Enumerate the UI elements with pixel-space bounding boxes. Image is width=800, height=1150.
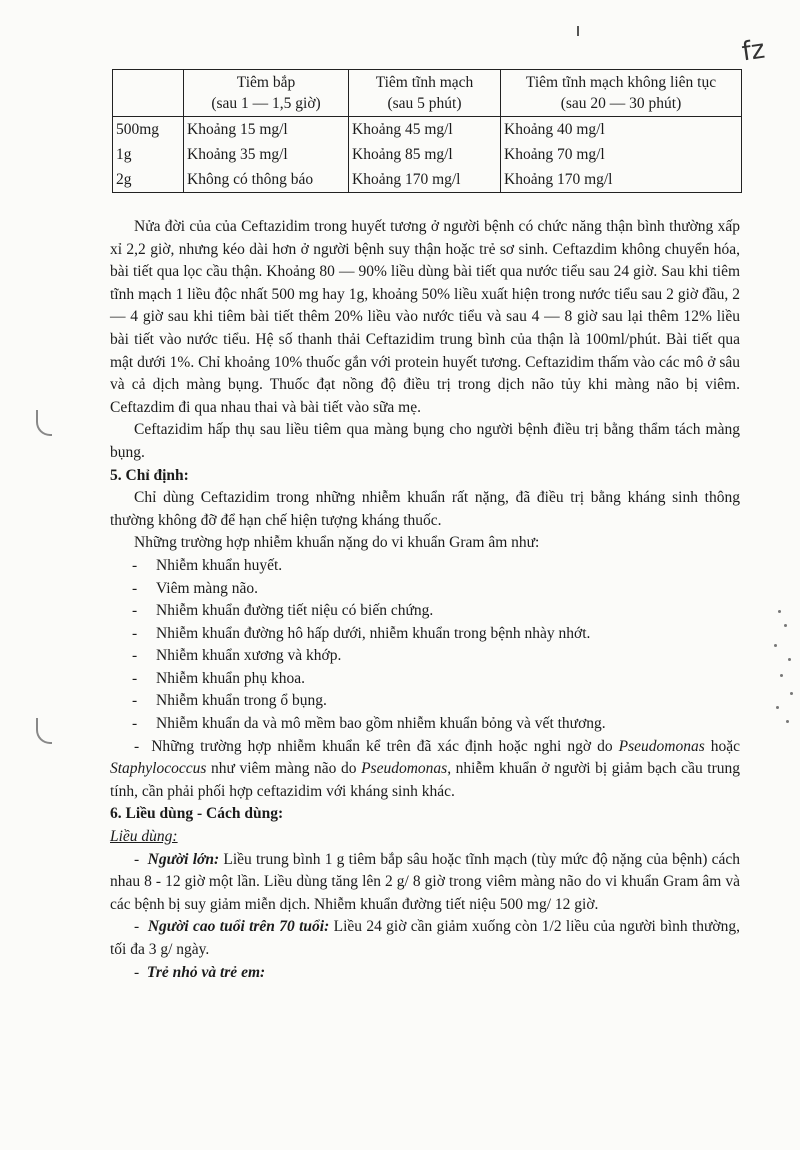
list-item: - Nhiễm khuẩn trong ổ bụng. xyxy=(132,692,327,710)
table-header-empty xyxy=(113,70,184,117)
table-cell: 2g xyxy=(113,167,184,193)
table-cell: Khoảng 45 mg/l xyxy=(349,117,501,143)
paragraph-list-intro: Những trường hợp nhiễm khuẩn nặng do vi khuẩn Gram âm như: xyxy=(134,534,540,552)
paragraph-peritoneal: Ceftazidim hấp thụ sau liều tiêm qua màng bụng cho người bệnh điều trị bằng thẩm tách màng bụng. xyxy=(110,421,740,461)
concentration-table xyxy=(112,69,742,193)
section-heading-dosage: 6. Liều dùng - Cách dùng: xyxy=(110,805,284,823)
edge-scan-marks xyxy=(770,600,796,730)
paragraph-elderly-dose: - Người cao tuổi trên 70 tuổi: Liều 24 giờ cần giảm xuống còn 1/2 liều của người bình thường, tối đa 3 g/ ngày. xyxy=(110,918,741,958)
list-item: - Nhiễm khuẩn huyết. xyxy=(132,556,283,574)
table-cell: Không có thông báo xyxy=(184,167,349,193)
table-cell: 1g xyxy=(113,142,184,167)
table-cell: Khoảng 170 mg/l xyxy=(349,167,501,193)
paragraph-pseudomonas-note: - Những trường hợp nhiễm khuẩn kể trên đã xác định hoặc nghi ngờ do Pseudomonas hoặc Staphylococcus như viêm màng não do Pseudomonas, nhiễm khuẩn ở người bị giảm bạch cầu trung tính, cần phải phối hợp ceftazidim với kháng sinh khác. xyxy=(110,737,741,800)
table-cell: 500mg xyxy=(113,117,184,143)
paragraph-adult-dose: - Người lớn: Liều trung bình 1 g tiêm bắp sâu hoặc tĩnh mạch (tùy mức độ nặng của bệnh) cách nhau 8 - 12 giờ một lần. Liều dùng tăng lên 2 g/ 8 giờ trong viêm màng não do vi khuẩn Gram âm và các bệnh bị suy giảm miễn dịch. Nhiễm khuẩn đường tiết niệu 500 mg/ 12 giờ. xyxy=(110,850,740,913)
list-item: - Viêm màng não. xyxy=(132,579,258,597)
table-cell: Khoảng 70 mg/l xyxy=(501,142,742,167)
punch-hole-mark xyxy=(36,410,52,436)
list-item: - Nhiễm khuẩn da và mô mềm bao gồm nhiễm khuẩn bỏng và vết thương. xyxy=(132,715,606,733)
paragraph-pharmacokinetics: Nửa đời của của Ceftazidim trong huyết tương ở người bệnh có chức năng thận bình thường xấp xỉ 2,2 giờ, nhưng kéo dài hơn ở người bệnh suy thận hoặc trẻ sơ sinh. Ceftazdim không chuyển hóa, bài tiết qua lọc cầu thận. Khoảng 80 — 90% liều dùng bài tiết qua nước tiểu sau 24 giờ. Sau khi tiêm tĩnh mạch 1 liều độc nhất 500 mg hay 1g, khoảng 50% liều xuất hiện trong nước tiểu sau 2 giờ đầu, 2 — 4 giờ sau khi tiêm bài tiết thêm 20% liều vào nước tiểu và sau 4 — 8 giờ sau lại thêm 12% liều bài tiết vào nước tiểu. Hệ số thanh thải Ceftazidim trung bình của thận là 100ml/phút. Bài tiết qua mật dưới 1%. Chỉ khoảng 10% thuốc gắn với protein huyết tương. Ceftazidim thấm vào các mô ở sâu và cả dịch màng bụng. Thuốc đạt nồng độ điều trị trong dịch não tủy khi màng não bị viêm. Ceftazdim đi qua nhau thai và bài tiết vào sữa mẹ. xyxy=(110,218,740,416)
table-cell: Khoảng 170 mg/l xyxy=(501,167,742,193)
list-item: - Nhiễm khuẩn xương và khớp. xyxy=(132,647,342,665)
paragraph-child-dose: - Trẻ nhỏ và trẻ em: xyxy=(134,963,266,981)
document-body xyxy=(110,216,740,984)
table-row xyxy=(113,117,742,143)
punch-hole-mark xyxy=(36,718,52,744)
section-heading-indications: 5. Chỉ định: xyxy=(110,466,189,484)
table-cell: Khoảng 85 mg/l xyxy=(349,142,501,167)
paragraph-indications-intro: Chỉ dùng Ceftazidim trong những nhiễm khuẩn rất nặng, đã điều trị bằng kháng sinh thông thường không đỡ để hạn chế hiện tượng kháng thuốc. xyxy=(110,489,740,529)
list-item: - Nhiễm khuẩn phụ khoa. xyxy=(132,669,305,687)
subheading-dosage: Liều dùng: xyxy=(110,828,178,846)
table-row xyxy=(113,142,742,167)
table-header-im: Tiêm bắp (sau 1 — 1,5 giờ) xyxy=(184,70,349,117)
handwritten-mark: fz xyxy=(740,34,767,68)
table-cell: Khoảng 40 mg/l xyxy=(501,117,742,143)
list-item: - Nhiễm khuẩn đường hô hấp dưới, nhiễm khuẩn trong bệnh nhày nhớt. xyxy=(132,624,591,642)
table-cell: Khoảng 35 mg/l xyxy=(184,142,349,167)
table-row xyxy=(113,167,742,193)
table-header-iv-intermittent: Tiêm tĩnh mạch không liên tục (sau 20 — 30 phút) xyxy=(501,70,742,117)
list-item: - Nhiễm khuẩn đường tiết niệu có biến chứng. xyxy=(132,602,434,620)
scan-mark xyxy=(577,26,579,36)
table-cell: Khoảng 15 mg/l xyxy=(184,117,349,143)
table-header-iv: Tiêm tĩnh mạch (sau 5 phút) xyxy=(349,70,501,117)
